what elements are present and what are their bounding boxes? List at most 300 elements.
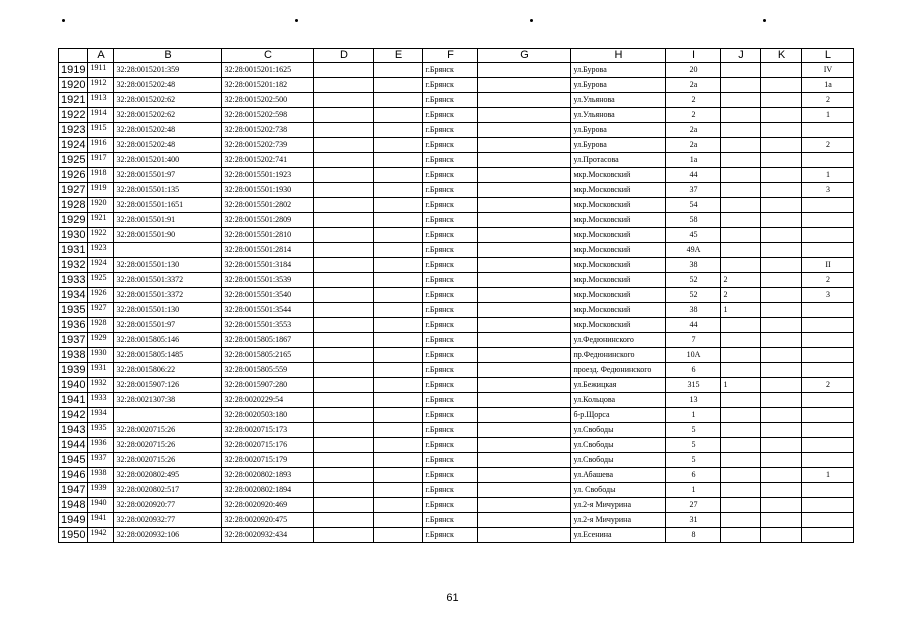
cell-col-d[interactable] <box>314 243 374 258</box>
cell-city-f[interactable]: г.Брянск <box>423 333 478 348</box>
cell-col-e[interactable] <box>374 303 423 318</box>
cell-cadastral-c[interactable]: 32:28:0015202:741 <box>222 153 314 168</box>
cell-col-e[interactable] <box>374 198 423 213</box>
cell-col-k[interactable] <box>761 363 802 378</box>
cell-street-h[interactable]: ул. Свободы <box>571 483 666 498</box>
cell-col-j[interactable] <box>721 213 761 228</box>
row-header[interactable]: 1937 <box>59 333 88 348</box>
row-header[interactable]: 1938 <box>59 348 88 363</box>
cell-col-e[interactable] <box>374 393 423 408</box>
cell-col-d[interactable] <box>314 348 374 363</box>
cell-col-l[interactable] <box>802 453 854 468</box>
cell-col-a[interactable]: 1916 <box>88 138 114 153</box>
cell-street-h[interactable]: ул.Бурова <box>571 78 666 93</box>
cell-col-a[interactable]: 1918 <box>88 168 114 183</box>
cell-city-f[interactable]: г.Брянск <box>423 378 478 393</box>
cell-house-i[interactable]: 315 <box>666 378 721 393</box>
cell-cadastral-b[interactable]: 32:28:0015202:48 <box>114 78 222 93</box>
cell-col-k[interactable] <box>761 288 802 303</box>
cell-col-k[interactable] <box>761 63 802 78</box>
row-header[interactable]: 1942 <box>59 408 88 423</box>
cell-cadastral-c[interactable]: 32:28:0020229:54 <box>222 393 314 408</box>
cell-col-k[interactable] <box>761 78 802 93</box>
cell-street-h[interactable]: ул.2-я Мичурина <box>571 498 666 513</box>
row-header[interactable]: 1924 <box>59 138 88 153</box>
cell-street-h[interactable]: мкр.Московский <box>571 288 666 303</box>
cell-col-e[interactable] <box>374 93 423 108</box>
cell-street-h[interactable]: мкр.Московский <box>571 183 666 198</box>
cell-cadastral-c[interactable]: 32:28:0015805:2165 <box>222 348 314 363</box>
cell-cadastral-c[interactable]: 32:28:0020715:173 <box>222 423 314 438</box>
cell-col-d[interactable] <box>314 483 374 498</box>
cell-col-g[interactable] <box>478 93 571 108</box>
cell-city-f[interactable]: г.Брянск <box>423 363 478 378</box>
cell-col-l[interactable] <box>802 303 854 318</box>
cell-city-f[interactable]: г.Брянск <box>423 438 478 453</box>
cell-col-g[interactable] <box>478 513 571 528</box>
cell-city-f[interactable]: г.Брянск <box>423 183 478 198</box>
cell-col-a[interactable]: 1915 <box>88 123 114 138</box>
column-header[interactable]: C <box>222 49 314 63</box>
cell-city-f[interactable]: г.Брянск <box>423 423 478 438</box>
cell-col-g[interactable] <box>478 243 571 258</box>
cell-col-k[interactable] <box>761 153 802 168</box>
cell-col-j[interactable] <box>721 123 761 138</box>
row-header[interactable]: 1943 <box>59 423 88 438</box>
cell-col-j[interactable]: 1 <box>721 303 761 318</box>
cell-col-a[interactable]: 1925 <box>88 273 114 288</box>
cell-col-d[interactable] <box>314 333 374 348</box>
cell-col-k[interactable] <box>761 243 802 258</box>
cell-col-d[interactable] <box>314 513 374 528</box>
cell-col-g[interactable] <box>478 423 571 438</box>
cell-col-e[interactable] <box>374 183 423 198</box>
cell-col-l[interactable] <box>802 153 854 168</box>
cell-street-h[interactable]: мкр.Московский <box>571 318 666 333</box>
corner-cell[interactable] <box>59 49 88 63</box>
cell-city-f[interactable]: г.Брянск <box>423 393 478 408</box>
cell-city-f[interactable]: г.Брянск <box>423 303 478 318</box>
cell-cadastral-c[interactable]: 32:28:0015202:739 <box>222 138 314 153</box>
cell-col-d[interactable] <box>314 108 374 123</box>
cell-col-g[interactable] <box>478 378 571 393</box>
cell-house-i[interactable]: 5 <box>666 453 721 468</box>
cell-col-k[interactable] <box>761 483 802 498</box>
row-header[interactable]: 1941 <box>59 393 88 408</box>
cell-house-i[interactable]: 52 <box>666 273 721 288</box>
cell-col-g[interactable] <box>478 153 571 168</box>
cell-col-l[interactable]: 3 <box>802 183 854 198</box>
row-header[interactable]: 1933 <box>59 273 88 288</box>
cell-col-l[interactable]: 1 <box>802 108 854 123</box>
column-header[interactable]: E <box>374 49 423 63</box>
cell-col-g[interactable] <box>478 333 571 348</box>
cell-col-l[interactable] <box>802 438 854 453</box>
cell-col-j[interactable] <box>721 528 761 543</box>
cell-col-e[interactable] <box>374 363 423 378</box>
cell-col-e[interactable] <box>374 513 423 528</box>
cell-house-i[interactable]: 49А <box>666 243 721 258</box>
cell-city-f[interactable]: г.Брянск <box>423 453 478 468</box>
cell-col-j[interactable]: 2 <box>721 288 761 303</box>
cell-col-e[interactable] <box>374 108 423 123</box>
cell-house-i[interactable]: 6 <box>666 468 721 483</box>
cell-city-f[interactable]: г.Брянск <box>423 63 478 78</box>
cell-street-h[interactable]: мкр.Московский <box>571 258 666 273</box>
cell-col-d[interactable] <box>314 498 374 513</box>
cell-col-j[interactable] <box>721 63 761 78</box>
row-header[interactable]: 1932 <box>59 258 88 273</box>
cell-col-j[interactable] <box>721 363 761 378</box>
cell-col-g[interactable] <box>478 318 571 333</box>
row-header[interactable]: 1929 <box>59 213 88 228</box>
cell-col-l[interactable]: 1 <box>802 468 854 483</box>
cell-col-d[interactable] <box>314 318 374 333</box>
cell-city-f[interactable]: г.Брянск <box>423 273 478 288</box>
cell-city-f[interactable]: г.Брянск <box>423 348 478 363</box>
cell-house-i[interactable]: 1а <box>666 153 721 168</box>
cell-col-g[interactable] <box>478 393 571 408</box>
cell-street-h[interactable]: мкр.Московский <box>571 243 666 258</box>
cell-col-a[interactable]: 1926 <box>88 288 114 303</box>
row-header[interactable]: 1921 <box>59 93 88 108</box>
cell-street-h[interactable]: ул.Абашева <box>571 468 666 483</box>
cell-house-i[interactable]: 20 <box>666 63 721 78</box>
cell-cadastral-c[interactable]: 32:28:0015501:2810 <box>222 228 314 243</box>
cell-street-h[interactable]: ул.Бурова <box>571 63 666 78</box>
cell-col-g[interactable] <box>478 198 571 213</box>
cell-cadastral-b[interactable]: 32:28:0015501:130 <box>114 258 222 273</box>
cell-col-k[interactable] <box>761 138 802 153</box>
cell-house-i[interactable]: 27 <box>666 498 721 513</box>
cell-col-g[interactable] <box>478 453 571 468</box>
cell-cadastral-b[interactable]: 32:28:0020920:77 <box>114 498 222 513</box>
cell-house-i[interactable]: 38 <box>666 303 721 318</box>
cell-house-i[interactable]: 2 <box>666 108 721 123</box>
row-header[interactable]: 1920 <box>59 78 88 93</box>
cell-col-a[interactable]: 1931 <box>88 363 114 378</box>
column-header[interactable]: I <box>666 49 721 63</box>
row-header[interactable]: 1925 <box>59 153 88 168</box>
cell-col-l[interactable] <box>802 498 854 513</box>
cell-street-h[interactable]: ул.Федюнинского <box>571 333 666 348</box>
cell-col-j[interactable] <box>721 423 761 438</box>
cell-cadastral-c[interactable]: 32:28:0015805:559 <box>222 363 314 378</box>
cell-col-d[interactable] <box>314 168 374 183</box>
cell-col-j[interactable] <box>721 348 761 363</box>
cell-col-l[interactable] <box>802 243 854 258</box>
cell-col-l[interactable]: 3 <box>802 288 854 303</box>
cell-col-g[interactable] <box>478 123 571 138</box>
cell-house-i[interactable]: 8 <box>666 528 721 543</box>
cell-col-e[interactable] <box>374 378 423 393</box>
cell-col-a[interactable]: 1940 <box>88 498 114 513</box>
cell-col-j[interactable]: 2 <box>721 273 761 288</box>
cell-city-f[interactable]: г.Брянск <box>423 468 478 483</box>
cell-col-a[interactable]: 1913 <box>88 93 114 108</box>
cell-cadastral-c[interactable]: 32:28:0020715:176 <box>222 438 314 453</box>
cell-col-d[interactable] <box>314 198 374 213</box>
cell-col-d[interactable] <box>314 453 374 468</box>
cell-col-j[interactable] <box>721 333 761 348</box>
cell-cadastral-b[interactable]: 32:28:0015501:130 <box>114 303 222 318</box>
cell-city-f[interactable]: г.Брянск <box>423 198 478 213</box>
cell-cadastral-b[interactable]: 32:28:0015201:400 <box>114 153 222 168</box>
cell-col-d[interactable] <box>314 288 374 303</box>
cell-house-i[interactable]: 7 <box>666 333 721 348</box>
cell-col-a[interactable]: 1934 <box>88 408 114 423</box>
cell-col-a[interactable]: 1920 <box>88 198 114 213</box>
cell-col-a[interactable]: 1921 <box>88 213 114 228</box>
row-header[interactable]: 1945 <box>59 453 88 468</box>
cell-street-h[interactable]: мкр.Московский <box>571 213 666 228</box>
cell-col-e[interactable] <box>374 498 423 513</box>
column-header[interactable]: D <box>314 49 374 63</box>
cell-col-e[interactable] <box>374 468 423 483</box>
cell-col-k[interactable] <box>761 453 802 468</box>
cell-city-f[interactable]: г.Брянск <box>423 123 478 138</box>
cell-house-i[interactable]: 5 <box>666 438 721 453</box>
cell-street-h[interactable]: ул.Протасова <box>571 153 666 168</box>
cell-col-g[interactable] <box>478 228 571 243</box>
row-header[interactable]: 1935 <box>59 303 88 318</box>
cell-col-j[interactable] <box>721 318 761 333</box>
cell-cadastral-c[interactable]: 32:28:0015501:3544 <box>222 303 314 318</box>
cell-col-e[interactable] <box>374 63 423 78</box>
cell-col-a[interactable]: 1919 <box>88 183 114 198</box>
cell-col-j[interactable] <box>721 183 761 198</box>
cell-cadastral-c[interactable]: 32:28:0015501:2809 <box>222 213 314 228</box>
cell-cadastral-b[interactable]: 32:28:0015501:135 <box>114 183 222 198</box>
cell-cadastral-c[interactable]: 32:28:0015501:3553 <box>222 318 314 333</box>
cell-col-k[interactable] <box>761 108 802 123</box>
cell-col-j[interactable] <box>721 198 761 213</box>
cell-col-e[interactable] <box>374 483 423 498</box>
row-header[interactable]: 1923 <box>59 123 88 138</box>
cell-col-l[interactable]: 1 <box>802 168 854 183</box>
cell-col-k[interactable] <box>761 333 802 348</box>
cell-street-h[interactable]: мкр.Московский <box>571 168 666 183</box>
cell-house-i[interactable]: 31 <box>666 513 721 528</box>
cell-col-a[interactable]: 1928 <box>88 318 114 333</box>
cell-col-d[interactable] <box>314 468 374 483</box>
cell-col-k[interactable] <box>761 423 802 438</box>
cell-col-l[interactable] <box>802 528 854 543</box>
cell-col-g[interactable] <box>478 138 571 153</box>
cell-col-k[interactable] <box>761 303 802 318</box>
cell-house-i[interactable]: 45 <box>666 228 721 243</box>
cell-cadastral-b[interactable]: 32:28:0020932:106 <box>114 528 222 543</box>
cell-cadastral-c[interactable]: 32:28:0015501:3184 <box>222 258 314 273</box>
cell-city-f[interactable]: г.Брянск <box>423 483 478 498</box>
cell-house-i[interactable]: 37 <box>666 183 721 198</box>
cell-cadastral-b[interactable]: 32:28:0015805:146 <box>114 333 222 348</box>
cell-street-h[interactable]: ул.2-я Мичурина <box>571 513 666 528</box>
row-header[interactable]: 1946 <box>59 468 88 483</box>
cell-col-l[interactable]: II <box>802 258 854 273</box>
cell-city-f[interactable]: г.Брянск <box>423 288 478 303</box>
cell-col-a[interactable]: 1939 <box>88 483 114 498</box>
cell-house-i[interactable]: 52 <box>666 288 721 303</box>
cell-cadastral-b[interactable]: 32:28:0020715:26 <box>114 453 222 468</box>
cell-col-d[interactable] <box>314 438 374 453</box>
cell-city-f[interactable]: г.Брянск <box>423 243 478 258</box>
cell-col-k[interactable] <box>761 273 802 288</box>
cell-col-l[interactable] <box>802 423 854 438</box>
cell-house-i[interactable]: 2 <box>666 93 721 108</box>
cell-col-e[interactable] <box>374 258 423 273</box>
cell-cadastral-c[interactable]: 32:28:0015501:3539 <box>222 273 314 288</box>
cell-col-j[interactable] <box>721 108 761 123</box>
cell-city-f[interactable]: г.Брянск <box>423 78 478 93</box>
cell-street-h[interactable]: ул.Бурова <box>571 123 666 138</box>
cell-street-h[interactable]: ул.Ульянова <box>571 108 666 123</box>
cell-col-l[interactable] <box>802 483 854 498</box>
cell-col-j[interactable] <box>721 78 761 93</box>
cell-col-d[interactable] <box>314 123 374 138</box>
cell-col-d[interactable] <box>314 378 374 393</box>
cell-cadastral-b[interactable]: 32:28:0015501:1651 <box>114 198 222 213</box>
column-header[interactable]: L <box>802 49 854 63</box>
cell-house-i[interactable]: 1 <box>666 483 721 498</box>
cell-col-j[interactable] <box>721 243 761 258</box>
cell-street-h[interactable]: ул.Свободы <box>571 453 666 468</box>
cell-cadastral-c[interactable]: 32:28:0020920:469 <box>222 498 314 513</box>
cell-city-f[interactable]: г.Брянск <box>423 108 478 123</box>
row-header[interactable]: 1940 <box>59 378 88 393</box>
cell-street-h[interactable]: мкр.Московский <box>571 273 666 288</box>
cell-col-a[interactable]: 1922 <box>88 228 114 243</box>
cell-house-i[interactable]: 2а <box>666 123 721 138</box>
cell-col-a[interactable]: 1933 <box>88 393 114 408</box>
row-header[interactable]: 1936 <box>59 318 88 333</box>
cell-col-j[interactable] <box>721 513 761 528</box>
cell-city-f[interactable]: г.Брянск <box>423 168 478 183</box>
cell-col-e[interactable] <box>374 153 423 168</box>
cell-house-i[interactable]: 2а <box>666 78 721 93</box>
cell-col-e[interactable] <box>374 243 423 258</box>
cell-street-h[interactable]: ул.Бежицкая <box>571 378 666 393</box>
row-header[interactable]: 1919 <box>59 63 88 78</box>
cell-col-e[interactable] <box>374 528 423 543</box>
cell-col-l[interactable] <box>802 198 854 213</box>
cell-house-i[interactable]: 54 <box>666 198 721 213</box>
cell-col-e[interactable] <box>374 168 423 183</box>
cell-col-j[interactable] <box>721 168 761 183</box>
cell-cadastral-c[interactable]: 32:28:0015202:598 <box>222 108 314 123</box>
cell-cadastral-c[interactable]: 32:28:0015201:1625 <box>222 63 314 78</box>
cell-col-k[interactable] <box>761 228 802 243</box>
cell-cadastral-b[interactable]: 32:28:0020802:517 <box>114 483 222 498</box>
cell-col-g[interactable] <box>478 348 571 363</box>
cell-cadastral-b[interactable]: 32:28:0020715:26 <box>114 423 222 438</box>
cell-cadastral-c[interactable]: 32:28:0015501:1923 <box>222 168 314 183</box>
row-header[interactable]: 1930 <box>59 228 88 243</box>
cell-col-g[interactable] <box>478 438 571 453</box>
cell-cadastral-c[interactable]: 32:28:0020715:179 <box>222 453 314 468</box>
cell-col-e[interactable] <box>374 78 423 93</box>
cell-city-f[interactable]: г.Брянск <box>423 513 478 528</box>
cell-col-e[interactable] <box>374 438 423 453</box>
cell-cadastral-c[interactable]: 32:28:0015501:3540 <box>222 288 314 303</box>
cell-street-h[interactable]: ул.Ульянова <box>571 93 666 108</box>
row-header[interactable]: 1934 <box>59 288 88 303</box>
cell-col-k[interactable] <box>761 123 802 138</box>
cell-col-d[interactable] <box>314 408 374 423</box>
cell-col-d[interactable] <box>314 63 374 78</box>
cell-col-k[interactable] <box>761 168 802 183</box>
cell-col-g[interactable] <box>478 78 571 93</box>
cell-cadastral-c[interactable]: 32:28:0015907:280 <box>222 378 314 393</box>
cell-col-l[interactable] <box>802 318 854 333</box>
cell-cadastral-b[interactable]: 32:28:0015501:3372 <box>114 288 222 303</box>
cell-cadastral-b[interactable]: 32:28:0015202:48 <box>114 138 222 153</box>
cell-col-g[interactable] <box>478 183 571 198</box>
cell-col-d[interactable] <box>314 528 374 543</box>
cell-cadastral-b[interactable]: 32:28:0015805:1485 <box>114 348 222 363</box>
cell-col-j[interactable] <box>721 468 761 483</box>
cell-house-i[interactable]: 5 <box>666 423 721 438</box>
cell-col-l[interactable] <box>802 213 854 228</box>
cell-cadastral-b[interactable] <box>114 408 222 423</box>
cell-col-d[interactable] <box>314 228 374 243</box>
cell-cadastral-c[interactable]: 32:28:0020802:1894 <box>222 483 314 498</box>
cell-col-e[interactable] <box>374 453 423 468</box>
cell-cadastral-b[interactable]: 32:28:0015202:62 <box>114 93 222 108</box>
column-header[interactable]: K <box>761 49 802 63</box>
cell-col-e[interactable] <box>374 408 423 423</box>
cell-col-j[interactable] <box>721 393 761 408</box>
column-header[interactable]: B <box>114 49 222 63</box>
cell-col-a[interactable]: 1911 <box>88 63 114 78</box>
cell-cadastral-c[interactable]: 32:28:0020802:1893 <box>222 468 314 483</box>
cell-col-e[interactable] <box>374 348 423 363</box>
cell-col-k[interactable] <box>761 258 802 273</box>
cell-col-k[interactable] <box>761 183 802 198</box>
cell-cadastral-c[interactable]: 32:28:0015501:2814 <box>222 243 314 258</box>
cell-col-g[interactable] <box>478 63 571 78</box>
cell-city-f[interactable]: г.Брянск <box>423 153 478 168</box>
cell-cadastral-c[interactable]: 32:28:0015501:2802 <box>222 198 314 213</box>
row-header[interactable]: 1931 <box>59 243 88 258</box>
cell-col-e[interactable] <box>374 138 423 153</box>
cell-col-e[interactable] <box>374 273 423 288</box>
row-header[interactable]: 1927 <box>59 183 88 198</box>
column-header[interactable]: H <box>571 49 666 63</box>
cell-cadastral-c[interactable]: 32:28:0020920:475 <box>222 513 314 528</box>
cell-city-f[interactable]: г.Брянск <box>423 228 478 243</box>
cell-col-g[interactable] <box>478 483 571 498</box>
cell-cadastral-c[interactable]: 32:28:0015501:1930 <box>222 183 314 198</box>
cell-cadastral-b[interactable]: 32:28:0015202:48 <box>114 123 222 138</box>
cell-col-k[interactable] <box>761 528 802 543</box>
cell-col-l[interactable] <box>802 123 854 138</box>
column-header[interactable]: J <box>721 49 761 63</box>
cell-col-j[interactable] <box>721 408 761 423</box>
cell-street-h[interactable]: ул.Кольцова <box>571 393 666 408</box>
cell-col-d[interactable] <box>314 258 374 273</box>
cell-col-d[interactable] <box>314 138 374 153</box>
cell-col-a[interactable]: 1929 <box>88 333 114 348</box>
cell-col-l[interactable]: 2 <box>802 378 854 393</box>
cell-col-k[interactable] <box>761 468 802 483</box>
cell-cadastral-b[interactable]: 32:28:0015501:97 <box>114 168 222 183</box>
cell-col-k[interactable] <box>761 513 802 528</box>
cell-city-f[interactable]: г.Брянск <box>423 213 478 228</box>
cell-col-k[interactable] <box>761 408 802 423</box>
cell-col-l[interactable] <box>802 348 854 363</box>
cell-col-l[interactable]: IV <box>802 63 854 78</box>
